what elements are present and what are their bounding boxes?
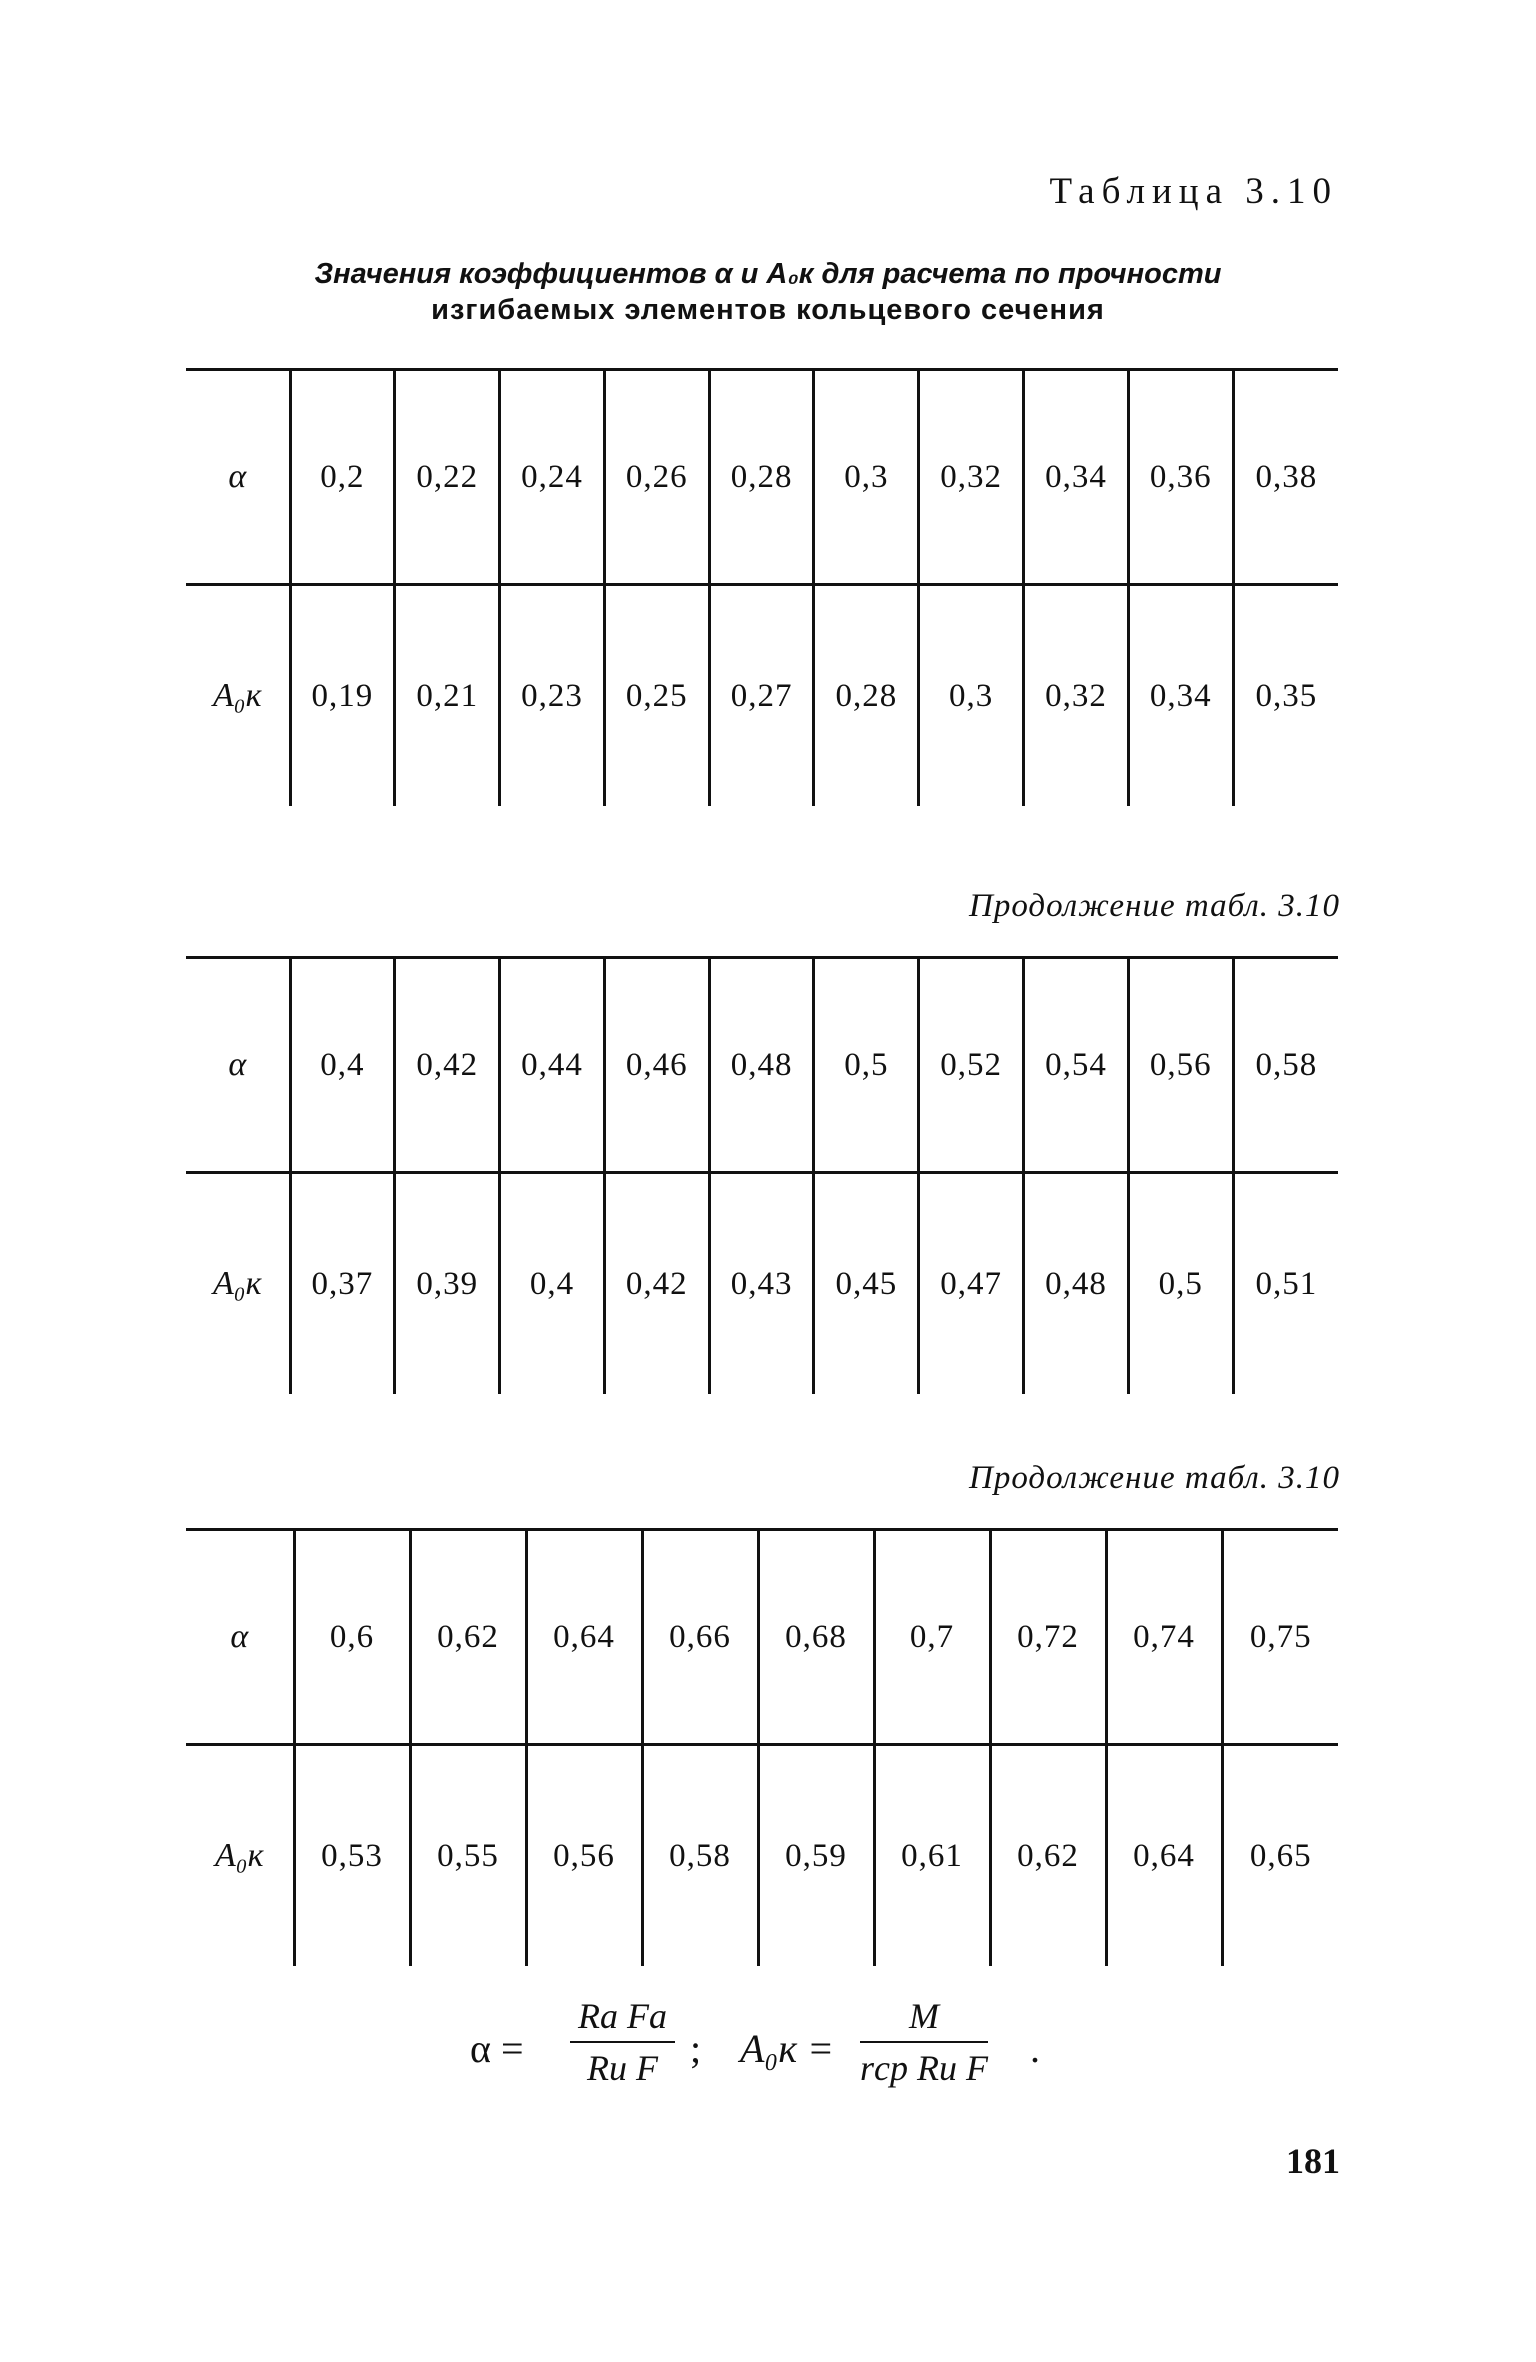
table-cell: 0,19 [290,585,395,807]
table-row-a0k [186,1173,1338,1395]
table-cell: 0,45 [814,1173,919,1395]
table-row-a0k [186,1745,1338,1967]
formula-end: . [1030,2026,1040,2071]
table-cell: 0,62 [410,1530,526,1745]
table-caption [180,256,1356,328]
table-cell: 0,75 [1222,1530,1338,1745]
row-label-alpha: α [186,370,290,585]
table-cell: 0,48 [1024,1173,1129,1395]
table-cell: 0,36 [1128,370,1233,585]
continuation-label-1: Продолжение табл. 3.10 [969,888,1340,924]
table-cell: 0,48 [709,958,814,1173]
table-cell: 0,3 [919,585,1024,807]
table-cell: 0,25 [604,585,709,807]
table-cell: 0,4 [290,958,395,1173]
table-cell: 0,66 [642,1530,758,1745]
formula-alpha-lhs: α = [470,2026,524,2071]
table-cell: 0,28 [814,585,919,807]
formula-separator: ; [690,2026,702,2071]
table-cell: 0,32 [919,370,1024,585]
table-cell: 0,51 [1233,1173,1338,1395]
formula-a0k-denominator: rср Rи F [860,2048,988,2088]
table-cell: 0,27 [709,585,814,807]
table-cell: 0,39 [395,1173,500,1395]
table-row-alpha [186,370,1338,585]
table-cell: 0,62 [990,1745,1106,1967]
table-cell: 0,64 [1106,1745,1222,1967]
table-cell: 0,53 [294,1745,410,1967]
table-cell: 0,64 [526,1530,642,1745]
formula [470,1995,1090,2105]
table-cell: 0,34 [1128,585,1233,807]
table-cell: 0,42 [604,1173,709,1395]
formula-alpha-denominator: Rи F [587,2048,658,2088]
table-cell: 0,44 [500,958,605,1173]
table-cell: 0,37 [290,1173,395,1395]
table-cell: 0,4 [500,1173,605,1395]
table-cell: 0,23 [500,585,605,807]
table-cell: 0,43 [709,1173,814,1395]
table-row-alpha [186,958,1338,1173]
row-label-alpha: α [186,1530,294,1745]
table-cell: 0,6 [294,1530,410,1745]
table-number: Таблица 3.10 [1049,171,1338,212]
table-cell: 0,61 [874,1745,990,1967]
table-row-alpha [186,1530,1338,1745]
row-label-alpha: α [186,958,290,1173]
table-cell: 0,58 [1233,958,1338,1173]
table-cell: 0,47 [919,1173,1024,1395]
formula-alpha-fraction [570,1995,675,2089]
values-table-2 [186,956,1338,1394]
table-cell: 0,34 [1024,370,1129,585]
table-cell: 0,65 [1222,1745,1338,1967]
table-row-a0k [186,585,1338,807]
table-cell: 0,56 [1128,958,1233,1173]
table-cell: 0,68 [758,1530,874,1745]
table-cell: 0,59 [758,1745,874,1967]
table-cell: 0,22 [395,370,500,585]
formula-alpha-numerator: Rа Fа [570,1995,675,2043]
formula-a0k-numerator: M [860,1995,988,2043]
table-cell: 0,7 [874,1530,990,1745]
table-cell: 0,52 [919,958,1024,1173]
continuation-label-2: Продолжение табл. 3.10 [969,1460,1340,1496]
page-number: 181 [1286,2141,1340,2181]
row-label-a0k: A₀к [186,1173,290,1395]
table-cell: 0,46 [604,958,709,1173]
values-table-1 [186,368,1338,806]
row-label-a0k: A₀к [186,585,290,807]
formula-a0k-lhs: A₀к = [740,2026,835,2071]
table-cell: 0,21 [395,585,500,807]
table-cell: 0,24 [500,370,605,585]
table-cell: 0,35 [1233,585,1338,807]
table-cell: 0,58 [642,1745,758,1967]
table-cell: 0,5 [1128,1173,1233,1395]
caption-line-1: Значения коэффициентов α и A₀к для расчета по прочности [314,258,1222,290]
table-cell: 0,28 [709,370,814,585]
formula-a0k-fraction [860,1995,988,2089]
row-label-a0k: A₀к [186,1745,294,1967]
table-cell: 0,3 [814,370,919,585]
table-cell: 0,26 [604,370,709,585]
values-table-3 [186,1528,1338,1966]
table-cell: 0,56 [526,1745,642,1967]
caption-line-2: изгибаемых элементов кольцевого сечения [431,294,1105,326]
table-cell: 0,2 [290,370,395,585]
table-cell: 0,32 [1024,585,1129,807]
table-cell: 0,5 [814,958,919,1173]
table-cell: 0,38 [1233,370,1338,585]
table-cell: 0,72 [990,1530,1106,1745]
table-cell: 0,55 [410,1745,526,1967]
table-cell: 0,54 [1024,958,1129,1173]
table-cell: 0,74 [1106,1530,1222,1745]
table-cell: 0,42 [395,958,500,1173]
